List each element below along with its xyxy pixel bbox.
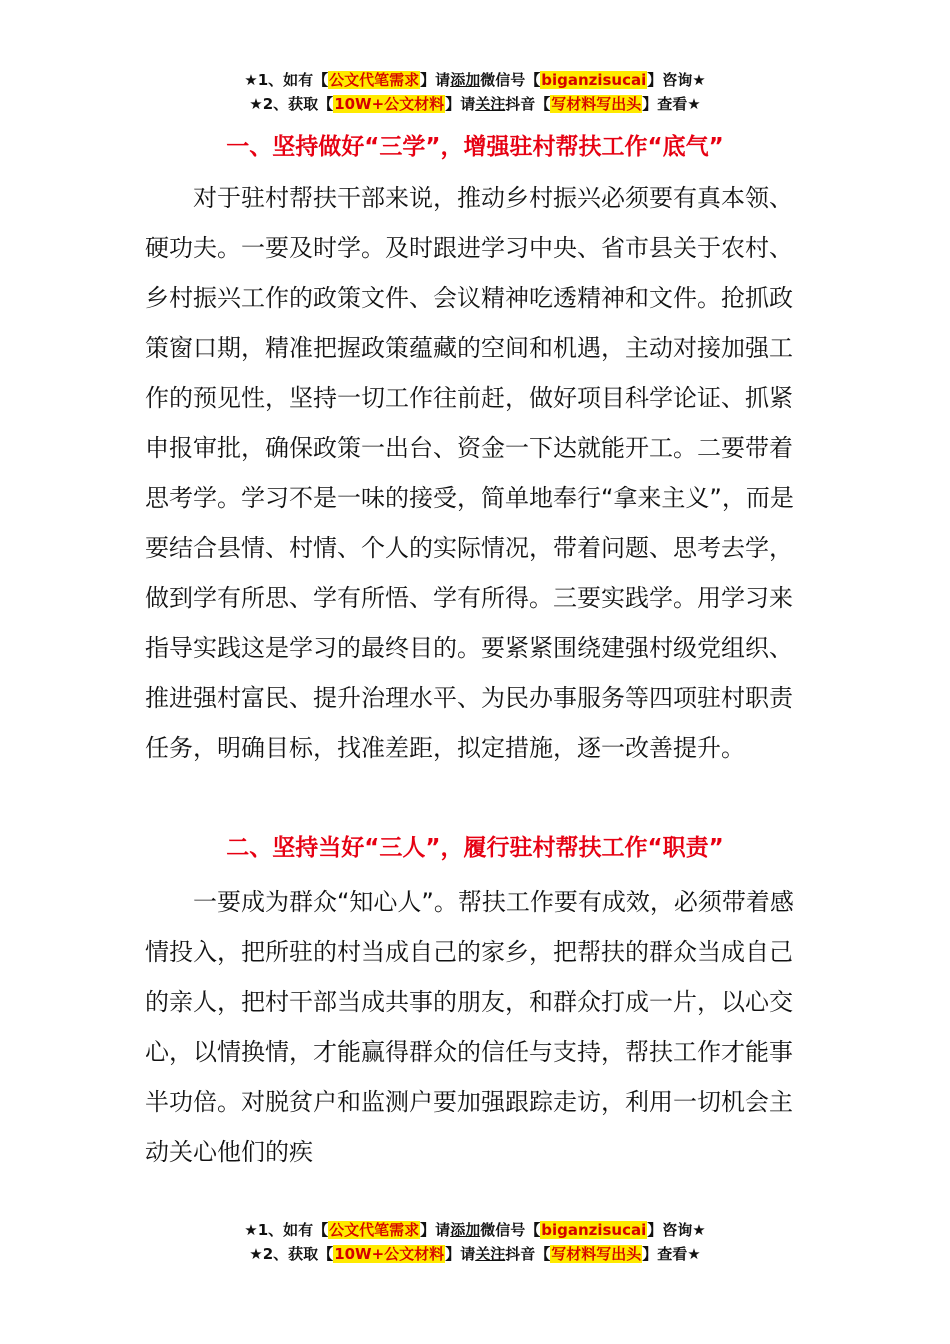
banner-text: 微信号【 (480, 71, 541, 89)
section-2-body: 一要成为群众“知心人”。帮扶工作要有成效，必须带着感情投入，把所驻的村当成自己的家乡，把帮扶的群众当成自己的亲人，把村干部当成共事的朋友，和群众打成一片，以心交心，以情换情，才能赢得群众的信任与支持，帮扶工作才能事半功倍。对脱贫户和监测户要加强跟踪走访，利用一切机会主动关心他们的疾 (145, 888, 794, 1166)
banner-text: 】咨询★ (647, 71, 706, 89)
banner-highlight: 公文代笔需求 (329, 71, 420, 89)
banner-highlight: 10W+公文材料 (334, 1245, 445, 1263)
banner-text: 】咨询★ (647, 1221, 706, 1239)
banner-text: 抖音【 (505, 1245, 551, 1263)
banner-highlight: 写材料写出头 (551, 1245, 642, 1263)
banner-text: ★2、获取【 (249, 1245, 334, 1263)
banner-text: 】请 (445, 95, 476, 113)
banner-line-2 (0, 1242, 950, 1266)
banner-text: 】查看★ (642, 1245, 701, 1263)
banner-line-2 (0, 92, 950, 116)
banner-underline-text: 关注 (475, 95, 506, 113)
banner-highlight: biganzisucai (541, 1221, 647, 1239)
banner-text: 抖音【 (505, 95, 551, 113)
section-1-body: 对于驻村帮扶干部来说，推动乡村振兴必须要有真本领、硬功夫。一要及时学。及时跟进学习中央、省市县关于农村、乡村振兴工作的政策文件、会议精神吃透精神和文件。抢抓政策窗口期，精准把握政策蕴藏的空间和机遇，主动对接加强工作的预见性，坚持一切工作往前赶，做好项目科学论证、抓紧申报审批，确保政策一出台、资金一下达就能开工。二要带着思考学。学习不是一味的接受，简单地奉行“拿来主义”，而是要结合县情、村情、个人的实际情况，带着问题、思考去学，做到学有所思、学有所悟、学有所得。三要实践学。用学习来指导实践这是学习的最终目的。要紧紧围绕建强村级党组织、推进强村富民、提升治理水平、为民办事服务等四项驻村职责任务，明确目标，找准差距，拟定措施，逐一改善提升。 (145, 184, 794, 762)
banner-line-1 (0, 1218, 950, 1242)
banner-text: 】查看★ (642, 95, 701, 113)
footer-banner (0, 1218, 950, 1266)
banner-text: ★2、获取【 (249, 95, 334, 113)
banner-text: ★1、如有【 (244, 71, 329, 89)
banner-text: 】请 (445, 1245, 476, 1263)
banner-highlight: 公文代笔需求 (329, 1221, 420, 1239)
section-1-heading: 一、坚持做好“三学”，增强驻村帮扶工作“底气” (226, 134, 724, 160)
banner-highlight: biganzisucai (541, 71, 647, 89)
banner-line-1 (0, 68, 950, 92)
banner-text: 】请 (420, 1221, 451, 1239)
section-2-heading: 二、坚持当好“三人”，履行驻村帮扶工作“职责” (226, 835, 724, 861)
header-banner (0, 68, 950, 116)
banner-underline-text: 添加 (450, 71, 481, 89)
banner-text: ★1、如有【 (244, 1221, 329, 1239)
banner-text: 】请 (420, 71, 451, 89)
banner-highlight: 10W+公文材料 (334, 95, 445, 113)
banner-highlight: 写材料写出头 (551, 95, 642, 113)
banner-underline-text: 添加 (450, 1221, 481, 1239)
banner-text: 微信号【 (480, 1221, 541, 1239)
banner-underline-text: 关注 (475, 1245, 506, 1263)
